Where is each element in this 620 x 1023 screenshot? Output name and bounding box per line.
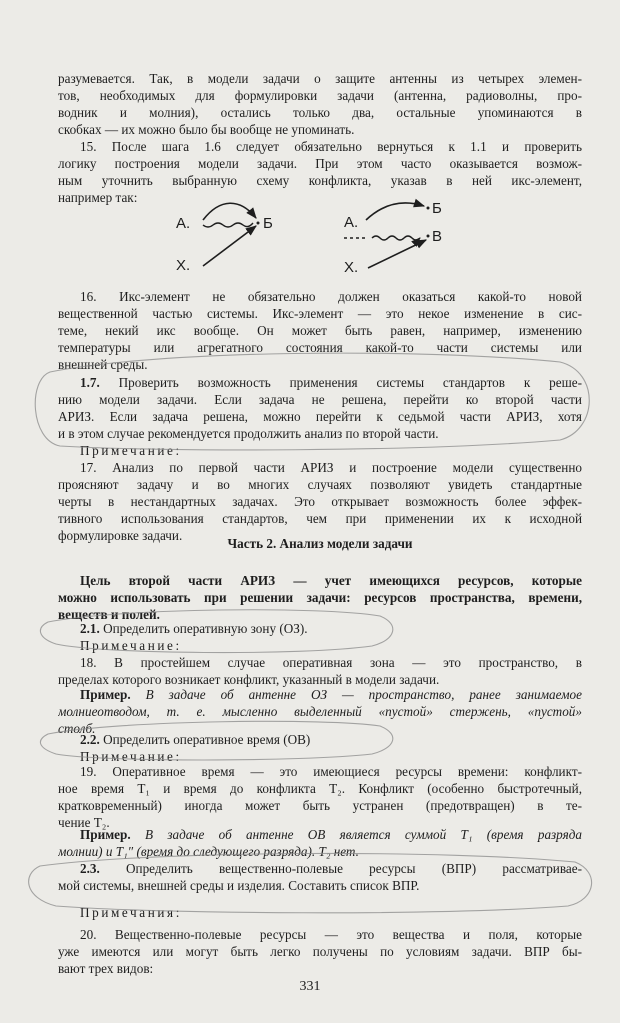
conflict-diagram <box>0 190 620 280</box>
text-line: черты в нестандартных задачах. Это открывает возможность более эффек- <box>58 494 582 510</box>
text-line: веществ и полей. <box>58 607 160 623</box>
text-line: вещественной частью системы. Икс-элемент — это некое изменение в сис- <box>58 306 582 322</box>
text-line: логику построения модели задачи. При этом часто оказывается возмож- <box>58 156 582 172</box>
wavy-line-left <box>203 223 253 227</box>
note-label: Примечание: <box>80 638 182 653</box>
text-line: температуры или агрегатного состояния какой-то части системы или <box>58 340 582 356</box>
text-line: молнии) и Т₁″ (время до следующего разряда). Т₂ нет. <box>58 844 359 860</box>
arrow-x-to-b <box>203 226 256 266</box>
text-line: 16. Икс-элемент не обязательно должен оказаться какой-то новой <box>80 289 582 304</box>
label-a-right: А. <box>344 214 359 231</box>
wavy-arrow-right <box>372 236 420 240</box>
arrow-a-to-b-right <box>366 203 424 220</box>
text-line: и в этом случае рекомендуется продолжить анализ по второй части. <box>58 426 439 442</box>
step-2-1: 2.1. Определить оперативную зону (ОЗ). <box>80 621 308 636</box>
note-18 <box>58 654 582 688</box>
note-label: Примечание: <box>80 443 182 458</box>
text-line: молниеотводом, т. е. мысленно выделенный «пустой» стержень, «пустой» <box>58 704 582 720</box>
text-line: АРИЗ. Если задача решена, можно перейти к седьмой части АРИЗ, хотя <box>58 409 582 425</box>
text-line: нию модели задачи. Если задача не решена, перейти ко второй части <box>58 392 582 408</box>
note-17 <box>58 459 582 544</box>
point-left <box>257 222 260 225</box>
text-line: чение Т₂. <box>58 815 110 831</box>
text-line: 18. В простейшем случае оперативная зона — это пространство, в <box>80 655 582 670</box>
example-1 <box>58 686 582 737</box>
example-label: Пример. <box>80 827 131 842</box>
label-a-left: А. <box>176 215 191 232</box>
text-line: можно использовать при решении задачи: ресурсов пространства, времени, <box>58 590 582 606</box>
step-2-2: 2.2. Определить оперативное время (ОВ) <box>80 732 311 747</box>
label-x-left: Х. <box>176 257 191 274</box>
text-line: 20. Вещественно-полевые ресурсы — это вещества и поля, которые <box>80 927 582 942</box>
text-line: 2.3. Определить вещественно-полевые ресурсы (ВПР) рассматривае- <box>80 861 582 876</box>
text-line: внешней среды. <box>58 357 148 373</box>
text-line: Пример. В задаче об антенне ОЗ — пространство, ранее занимаемое <box>80 687 582 702</box>
note-19 <box>58 763 582 831</box>
text-line: вают трех видов: <box>58 961 154 977</box>
arrow-x-to-v <box>368 240 426 268</box>
example-label: Пример. <box>80 687 131 702</box>
label-b-left: Б <box>263 215 273 232</box>
text-line: тивного использования стандартов, чем при применении их к исходной <box>58 511 582 527</box>
step-2-3 <box>58 860 582 894</box>
label-x-right: Х. <box>344 259 359 276</box>
step-number: 1.7. <box>80 375 100 390</box>
note-label: Примечания: <box>80 905 182 920</box>
text-line: тов, необходимых для формулировки задачи (антенна, радиоволны, про- <box>58 88 582 104</box>
step-number: 2.2. <box>80 732 100 747</box>
point-b-right <box>427 207 430 210</box>
label-v-right: В <box>432 228 443 245</box>
text-line: Цель второй части АРИЗ — учет имеющихся ресурсов, которые <box>80 573 582 588</box>
page-number: 331 <box>299 979 321 994</box>
diagram-left <box>176 203 273 274</box>
arrow-a-to-b <box>203 203 256 220</box>
text-line: теме, некий икс вообще. Он может быть равен, например, изменению <box>58 323 582 339</box>
paragraph-top <box>58 70 582 138</box>
text-line: скобках — их можно было бы вообще не упоминать. <box>58 122 355 138</box>
text-line: ное время Т₁ и время до конфликта Т₂. Конфликт (особенно быстротечный, <box>58 781 582 797</box>
note-20 <box>58 926 582 977</box>
text-line: водник и молния), остались только два, остальные упоминаются в <box>58 105 582 121</box>
note-label: Примечание: <box>80 749 182 764</box>
step-number: 2.1. <box>80 621 100 636</box>
goal-paragraph <box>58 572 582 623</box>
text-line: столб. <box>58 721 96 737</box>
text-line: пределах которого возникает конфликт, указанный в модели задачи. <box>58 672 440 688</box>
text-line: ным уточнить выбранную схему конфликта, указав в ней икс-элемент, <box>58 173 582 189</box>
text-line: разумевается. Так, в модели задачи о защите антенны из четырех элемен- <box>58 71 582 86</box>
text-line: мой системы, внешней среды и изделия. Составить список ВПР. <box>58 878 420 894</box>
example-2 <box>58 826 582 860</box>
text-line: кратковременный) иногда может быть устранен (предотвращен) в те- <box>58 798 582 814</box>
step-number: 2.3. <box>80 861 100 876</box>
text-line: проясняют задачу и во многих случаях позволяют увидеть стандартные <box>58 477 582 493</box>
section-heading: Часть 2. Анализ модели задачи <box>227 536 413 551</box>
text-line: например так: <box>58 190 138 206</box>
text-line: 17. Анализ по первой части АРИЗ и построение модели существенно <box>80 460 582 475</box>
label-b-right: Б <box>432 200 442 217</box>
text-line: уже имеются или могут быть легко получены по условиям задачи. ВПР бы- <box>58 944 582 960</box>
text-line: Пример. В задаче об антенне ОВ является суммой Т₁ (время разряда <box>80 827 582 842</box>
text-line: 1.7. Проверить возможность применения системы стандартов к реше- <box>80 375 582 390</box>
step-1-7 <box>58 374 582 442</box>
text-line: 15. После шага 1.6 следует обязательно вернуться к 1.1 и проверить <box>80 139 582 154</box>
text-line: 19. Оперативное время — это имеющиеся ресурсы времени: конфликт- <box>80 764 582 779</box>
diagram-right <box>344 200 442 276</box>
point-v-right <box>427 235 430 238</box>
note-16 <box>58 288 582 373</box>
text-line: формулировке задачи. <box>58 528 183 544</box>
